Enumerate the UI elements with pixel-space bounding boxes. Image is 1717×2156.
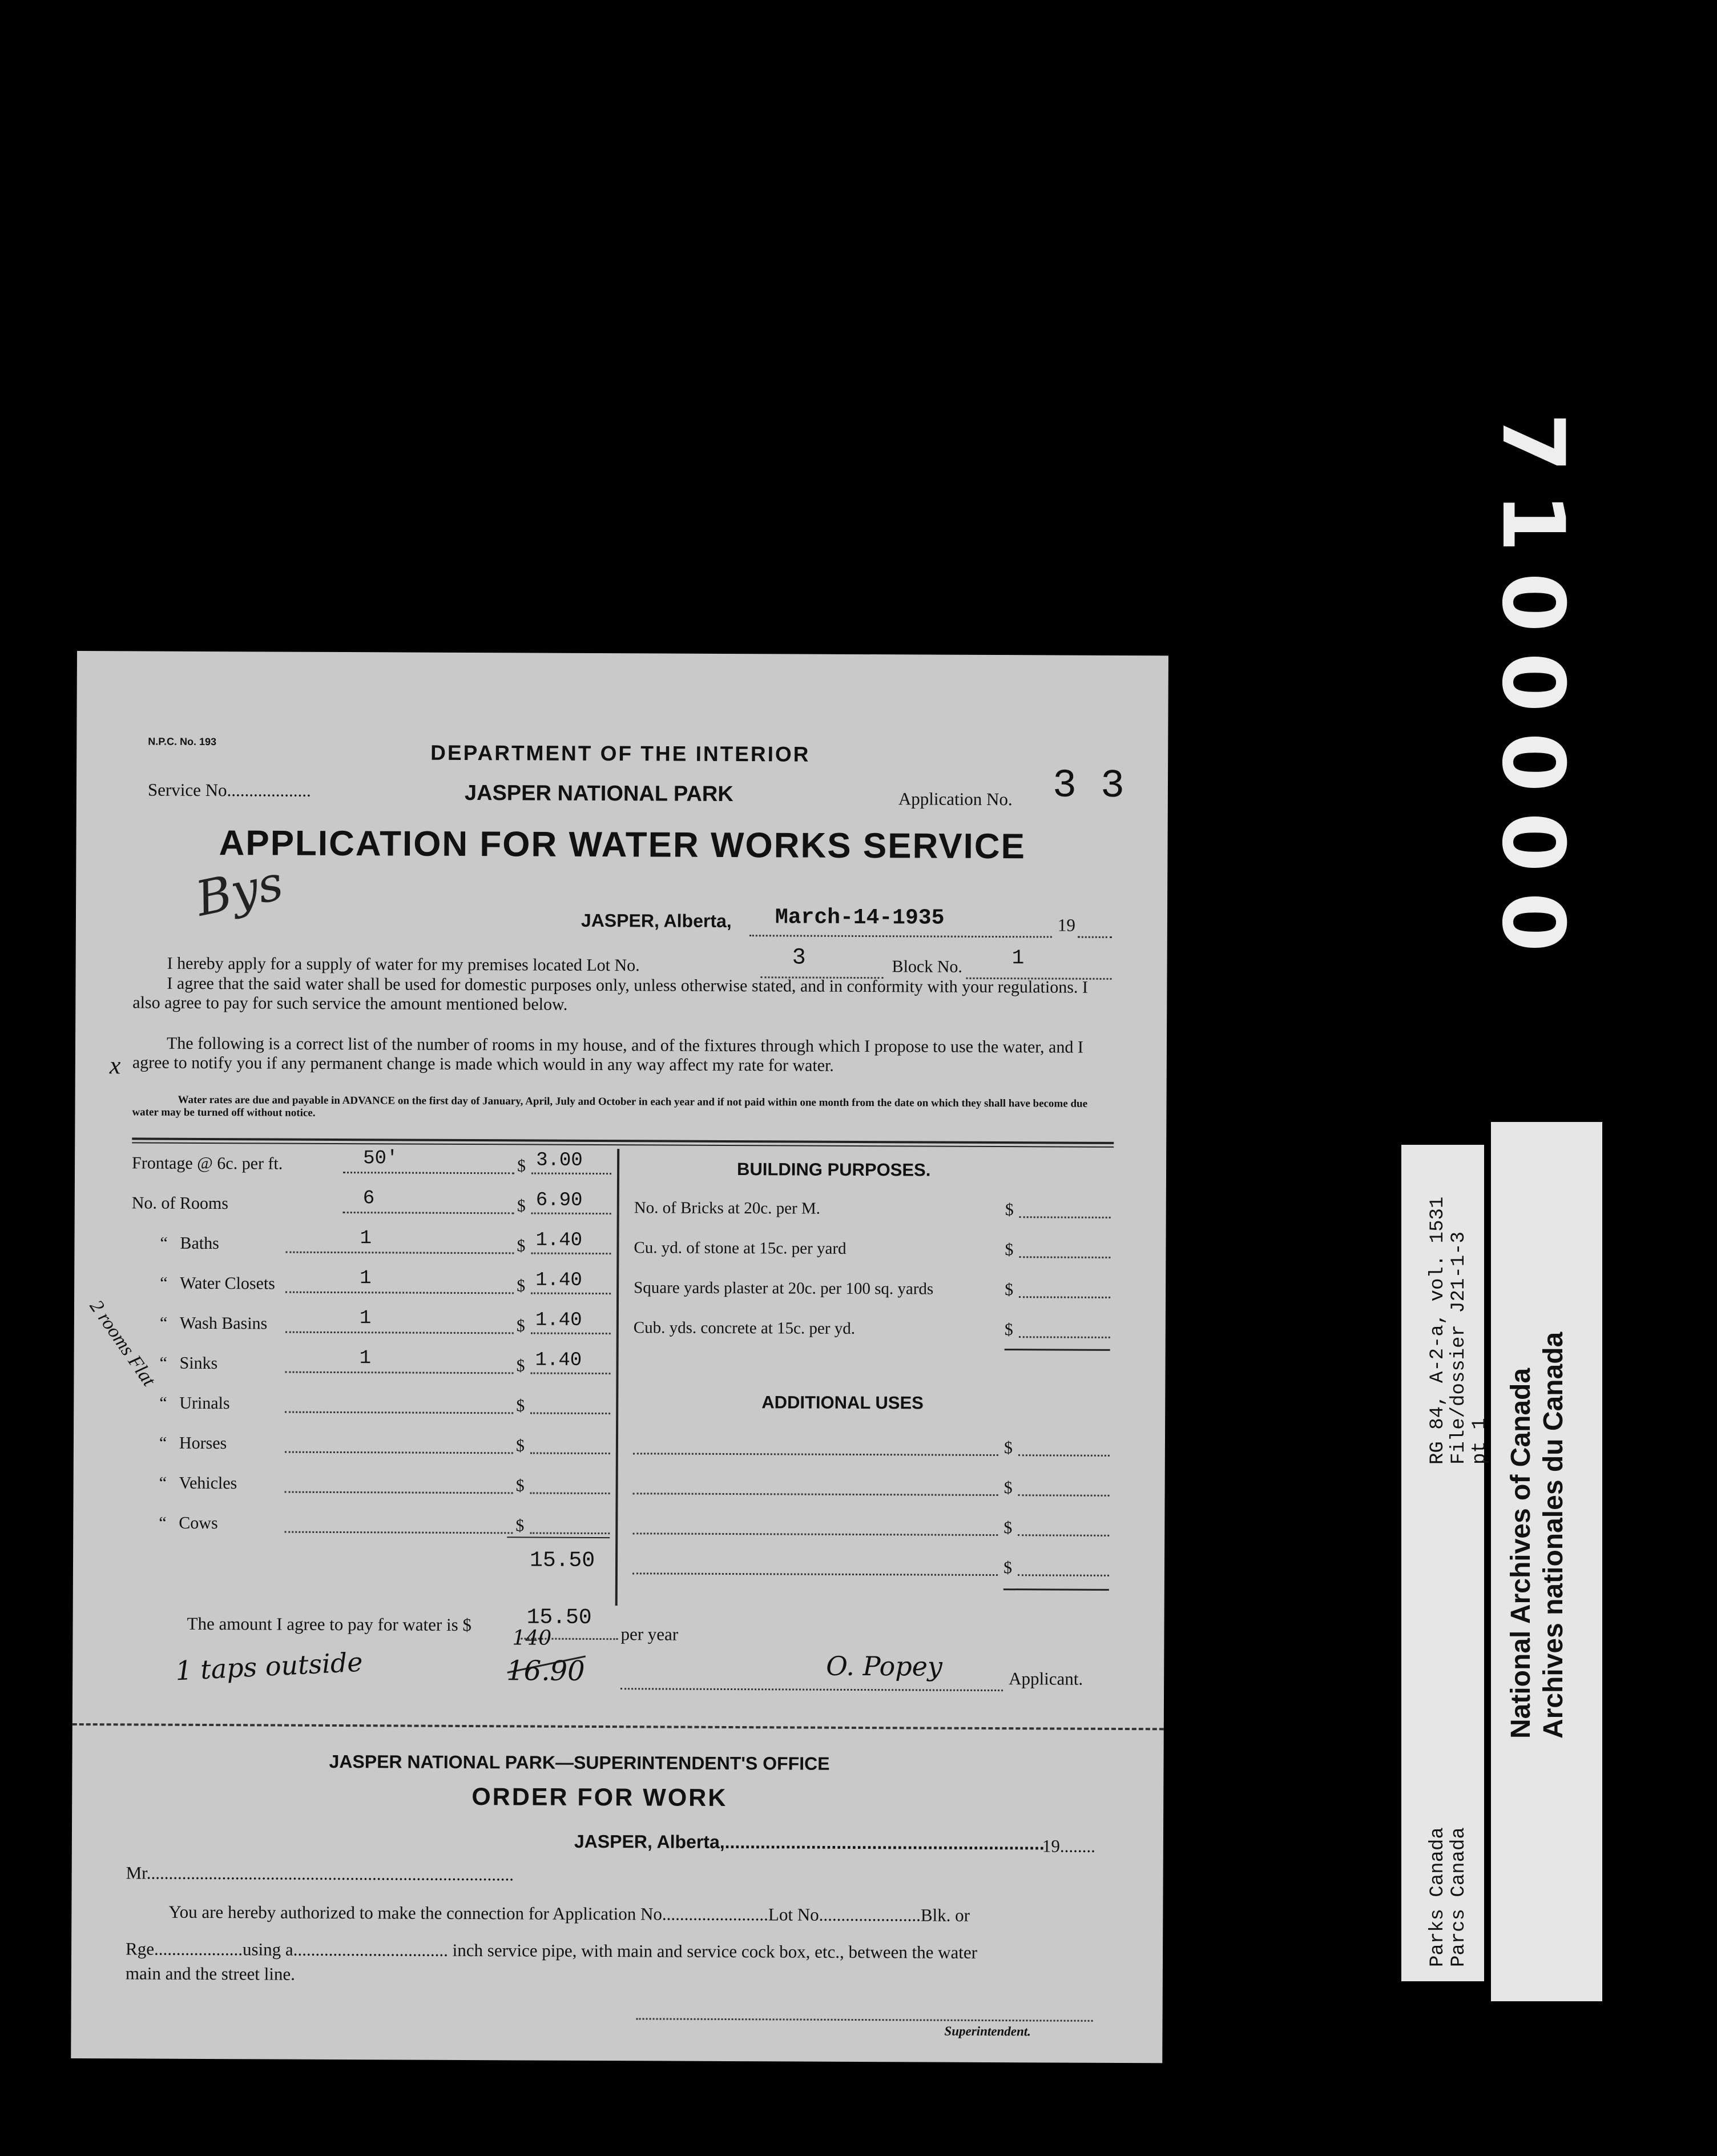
per-year-label: per year: [620, 1624, 679, 1644]
fixture-qty: 1: [360, 1228, 372, 1250]
fixture-label: Urinals: [179, 1393, 230, 1413]
applicant-label: Applicant.: [1009, 1668, 1083, 1689]
dollar-sign: $: [1003, 1438, 1013, 1458]
fixture-qty: 50': [363, 1148, 398, 1170]
signature-dots: [620, 1688, 1003, 1691]
apply-text: I hereby apply for a supply of water for my premises located Lot No.: [167, 954, 640, 975]
building-purposes-heading: BUILDING PURPOSES.: [736, 1159, 931, 1180]
fixture-amount: 1.40: [535, 1269, 582, 1292]
dollar-sign: $: [515, 1516, 525, 1535]
order-year: 19........: [1042, 1836, 1095, 1856]
application-form: [71, 651, 1168, 2063]
ditto-mark: “: [159, 1393, 167, 1413]
fixture-amount: 6.90: [535, 1189, 583, 1212]
building-row-label: Cu. yd. of stone at 15c. per yard: [634, 1238, 847, 1258]
handwritten-note: 1 taps outside: [175, 1646, 364, 1687]
ditto-mark: “: [159, 1513, 167, 1532]
frame-digit: 1: [1483, 492, 1582, 553]
order-office-heading: JASPER NATIONAL PARK—SUPERINTENDENT'S OFFICE: [329, 1751, 830, 1774]
additional-rows: [73, 651, 1162, 1626]
fixture-label: Baths: [180, 1233, 219, 1253]
fixture-label: Horses: [179, 1433, 227, 1453]
fine-print: Water rates are due and payable in ADVANCE on the first day of January, April, July and October in each year and if not paid within one month from the date on which they shall have become due water may be turned off without notice.: [132, 1093, 1088, 1119]
handwritten-total: 16.90: [506, 1655, 585, 1687]
archives-name-card: [1491, 1122, 1602, 2001]
dollar-sign: $: [1005, 1280, 1014, 1300]
frame-digit: 0: [1483, 892, 1582, 952]
frame-digit: 0: [1483, 732, 1582, 793]
additional-use-dots: [632, 1572, 998, 1576]
block-label: Block No.: [892, 957, 963, 976]
order-title: ORDER FOR WORK: [471, 1783, 728, 1812]
dollar-sign: $: [517, 1196, 526, 1216]
additional-amount-dots: [1018, 1534, 1109, 1536]
dollar-sign: $: [1003, 1478, 1013, 1498]
frame-digit: 0: [1483, 652, 1582, 713]
year-suffix: 19: [1057, 915, 1075, 935]
frame-digit: 7: [1483, 412, 1582, 473]
additional-use-dots: [633, 1453, 998, 1456]
building-row-label: Square yards plaster at 20c. per 100 sq. yards: [634, 1278, 934, 1298]
dollar-sign: $: [516, 1396, 525, 1415]
reference-line-1: RG 84, A-2-a, vol. 1531: [1427, 1196, 1449, 1465]
order-mr: Mr...................................................................................: [126, 1863, 514, 1885]
margin-note: 2 rooms Flat: [85, 1296, 160, 1390]
fixture-amount: 3.00: [536, 1149, 583, 1172]
reference-line-2: File/dossier J21-1-3: [1448, 1231, 1470, 1465]
ditto-mark: “: [159, 1473, 167, 1493]
ditto-mark: “: [160, 1233, 168, 1253]
fixture-amount: 1.40: [535, 1309, 582, 1332]
additional-use-dots: [632, 1532, 998, 1536]
fixture-label: Water Closets: [180, 1273, 275, 1293]
agree-text: I agree that the said water shall be used for domestic purposes only, unless otherwise stated, and in conformity with your regulations. I also agree to pay for such service the amount mentioned below.: [132, 974, 1089, 1014]
lot-value: 3: [792, 945, 806, 971]
film-frame-number: [1483, 400, 1582, 959]
dollar-sign: $: [516, 1356, 525, 1375]
order-authorization: You are hereby authorized to make the connection for Application No........................Lot No.......................Blk. or: [168, 1901, 970, 1925]
x-mark: x: [109, 1051, 121, 1080]
fixture-qty: 1: [360, 1268, 372, 1290]
additional-amount-dots: [1018, 1494, 1110, 1497]
order-pipe-line: Rge....................using a................................... inch service pipe, with main and service cock box, etc., between the water: [126, 1938, 978, 1962]
fixture-label: Wash Basins: [179, 1313, 268, 1333]
dollar-sign: $: [1003, 1558, 1013, 1578]
handwritten-addition: 140: [512, 1626, 552, 1650]
ditto-mark: “: [159, 1313, 168, 1333]
reference-line-3: pt 1: [1469, 1418, 1491, 1465]
additional-uses-heading: ADDITIONAL USES: [761, 1392, 924, 1413]
additional-amount-dots: [1018, 1574, 1109, 1576]
subtotal-value: 15.50: [529, 1548, 595, 1573]
agency-fr: Parcs Canada: [1448, 1827, 1470, 1967]
superintendent-dots: [636, 2018, 1093, 2021]
fixture-amount: 1.40: [535, 1349, 582, 1371]
order-street-line: main and the street line.: [125, 1963, 295, 1984]
dollar-sign: $: [1003, 1518, 1013, 1538]
fixture-amount: 1.40: [535, 1229, 583, 1252]
date-value: March-14-1935: [775, 905, 945, 931]
handwritten-initials: Bys: [191, 854, 288, 927]
agency-en: Parks Canada: [1427, 1827, 1449, 1967]
dollar-sign: $: [1005, 1200, 1014, 1220]
dollar-sign: $: [515, 1476, 525, 1495]
fixture-qty: 6: [362, 1188, 375, 1210]
fixture-label: Frontage @ 6c. per ft.: [132, 1153, 283, 1173]
fixture-label: Vehicles: [179, 1473, 237, 1493]
dollar-sign: $: [515, 1436, 525, 1455]
archives-name-en: National Archives of Canada: [1506, 1367, 1536, 1739]
archive-reference-card: [1401, 1145, 1491, 1981]
application-no-label: Application No.: [898, 789, 1013, 810]
ditto-mark: “: [159, 1353, 167, 1373]
dollar-sign: $: [516, 1316, 525, 1336]
additional-use-dots: [633, 1493, 998, 1496]
service-no-label: Service No...................: [147, 779, 311, 801]
building-row-label: Cub. yds. concrete at 15c. per yd.: [633, 1318, 856, 1338]
block-value: 1: [1011, 946, 1025, 970]
fixture-label: Cows: [179, 1513, 218, 1533]
amount-value: 15.50: [526, 1605, 592, 1630]
place-label: JASPER, Alberta,: [581, 910, 732, 932]
superintendent-label: Superintendent.: [944, 2024, 1031, 2039]
dollar-sign: $: [517, 1156, 526, 1176]
application-no-value: 3 3: [1052, 763, 1125, 810]
dollar-sign: $: [1005, 1240, 1014, 1260]
fixtures-text: The following is a correct list of the number of rooms in my house, and of the fixtures through which I propose to use the water, and I agree to notify you if any permanent change is made which would in any way affect my rate for water.: [132, 1033, 1083, 1075]
dollar-sign: $: [1004, 1320, 1013, 1340]
tear-line: [72, 1723, 1164, 1730]
dollar-sign: $: [517, 1276, 526, 1296]
department-heading: DEPARTMENT OF THE INTERIOR: [430, 741, 811, 766]
form-title: APPLICATION FOR WATER WORKS SERVICE: [219, 823, 1026, 867]
fixture-qty: 1: [359, 1308, 372, 1330]
fixture-label: No. of Rooms: [131, 1193, 229, 1213]
form-number: N.P.C. No. 193: [148, 735, 217, 748]
order-place: JASPER, Alberta,...............................................................: [574, 1831, 1045, 1854]
dollar-sign: $: [517, 1236, 526, 1256]
frame-digit: 0: [1483, 812, 1582, 872]
applicant-signature: O. Popey: [826, 1650, 943, 1682]
fixture-qty: 1: [359, 1348, 372, 1370]
amount-label: The amount I agree to pay for water is $: [187, 1613, 472, 1635]
fixture-label: Sinks: [179, 1353, 218, 1373]
frame-digit: 0: [1483, 572, 1582, 633]
additional-amount-dots: [1018, 1454, 1110, 1457]
ditto-mark: “: [160, 1273, 168, 1293]
ditto-mark: “: [159, 1433, 167, 1453]
archives-name-fr: Archives nationales du Canada: [1538, 1332, 1569, 1739]
building-row-label: No. of Bricks at 20c. per M.: [634, 1198, 821, 1218]
park-heading: JASPER NATIONAL PARK: [464, 781, 733, 807]
